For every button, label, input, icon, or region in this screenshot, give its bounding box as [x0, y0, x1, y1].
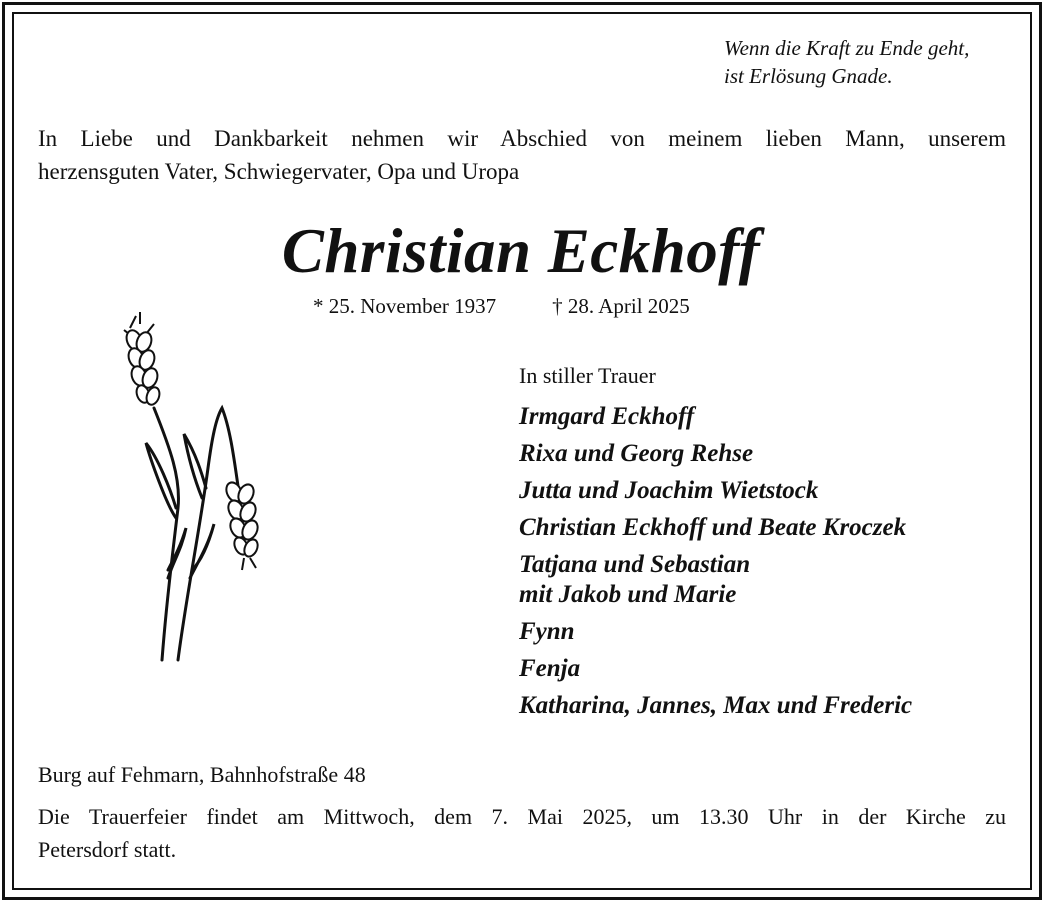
- motto-line-1: Wenn die Kraft zu Ende geht,: [724, 36, 970, 60]
- intro-line-2: herzensguten Vater, Schwiegervater, Opa und Uropa: [38, 159, 520, 184]
- mourning-label: In stiller Trauer: [519, 363, 656, 388]
- mourner-name: Katharina, Jannes, Max und Frederic: [519, 692, 913, 719]
- wheat-stalk-1: [154, 408, 178, 660]
- service-line-2: Petersdorf statt.: [38, 837, 177, 862]
- motto-quote: [724, 34, 1024, 90]
- service-line-1: Die Trauerfeier findet am Mittwoch, dem 7. Mai 2025, um 13.30 Uhr in der Kirche zu: [38, 804, 1006, 829]
- wheat-ears-illustration: [110, 308, 280, 668]
- wheat-ear-1: [124, 312, 162, 407]
- life-dates: [313, 292, 690, 320]
- intro-text: [38, 122, 1006, 188]
- mourner-name-continued: mit Jakob und Marie: [519, 581, 737, 608]
- mourner-name: Christian Eckhoff und Beate Kroczek: [519, 514, 907, 541]
- mourner-name: Irmgard Eckhoff: [519, 403, 695, 430]
- wheat-leaf-2: [168, 528, 186, 578]
- death-date: † 28. April 2025: [552, 294, 690, 318]
- deceased-name: Christian Eckhoff: [281, 216, 761, 286]
- wheat-ear-2: [223, 480, 260, 570]
- service-info: [38, 800, 1006, 866]
- birth-date: * 25. November 1937: [313, 294, 497, 318]
- mourner-name: Tatjana und Sebastian: [519, 551, 751, 578]
- mourner-name: Rixa und Georg Rehse: [519, 440, 754, 467]
- motto-line-2: ist Erlösung Gnade.: [724, 64, 893, 88]
- mourner-name-group: [519, 550, 1019, 610]
- mourner-name: Fenja: [519, 655, 581, 682]
- mourner-name: Fynn: [519, 618, 575, 645]
- wheat-leaf-3: [184, 434, 206, 498]
- mourners-list: [519, 402, 1019, 728]
- mourner-name: Jutta und Joachim Wietstock: [519, 477, 819, 504]
- address: Burg auf Fehmarn, Bahnhofstraße 48: [38, 762, 366, 787]
- intro-line-1: In Liebe und Dankbarkeit nehmen wir Abschied von meinem lieben Mann, unserem: [38, 126, 1006, 151]
